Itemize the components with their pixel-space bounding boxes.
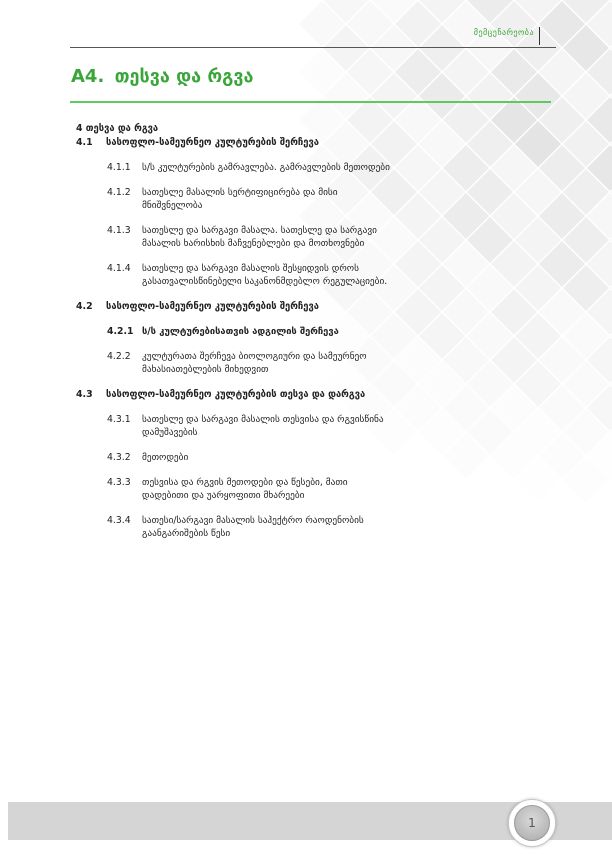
toc-item-text: თესვისა და რგვის მეთოდები და წესები, მათი დადებითი და უარყოფითი მხარეები [142,477,348,501]
chapter-title-underline [70,101,551,103]
header-divider-tick [539,27,540,45]
toc-item-text: სათესლე და სარგავი მასალის თესვისა და რგვისწინა დამუშავების [142,414,384,438]
toc-item-text: სათესლე და სარგავი მასალა. სათესლე და სარგავი მასალის ხარისხის მაჩვენებლები და მოთხოვნები [142,225,377,249]
toc-section-title: სასოფლო-სამეურნეო კულტურების შერჩევა [106,301,319,312]
toc-item [107,224,396,250]
page-number: 1 [514,805,550,841]
toc-item-number: 4.3.1 [107,414,131,425]
toc-item [107,325,396,338]
toc-chapter-line: 4 თესვა და რგვა [76,123,159,134]
toc-item-text: სათესლე და სარგავი მასალის შესყიდვის დროს გასათვალისწინებელი საკანონმდებლო რეგულაციები. [142,263,388,287]
toc-item-number: 4.1.4 [107,263,131,274]
table-of-contents [76,122,396,552]
toc-item-text: კულტურათა შერჩევა ბიოლოგიური და სამეურნეო მახასიათებლების მიხედვით [142,351,367,375]
toc-item [107,413,396,439]
chapter-code: A4. [71,66,105,87]
toc-item-number: 4.2.1 [107,326,134,337]
toc-item-number: 4.3.3 [107,477,131,488]
toc-item-number: 4.3.2 [107,452,131,463]
toc-item-text: სათესი/სარგავი მასალის საჰექტრო რაოდენობის გაანგარიშების წესი [142,515,364,539]
toc-section [76,388,396,401]
toc-item-number: 4.3.4 [107,515,131,526]
chapter-title-text: თესვა და რგვა [114,66,254,87]
toc-section [76,300,396,313]
toc-item [107,350,396,376]
toc-item [107,262,396,288]
toc-item [107,451,396,464]
toc-section-number: 4.2 [76,301,93,312]
toc-item [107,186,396,212]
toc-item-text: ს/ს კულტურების გამრავლება. გამრავლების მეთოდები [142,162,390,173]
toc-item [107,476,396,502]
toc-section-number: 4.3 [76,389,93,400]
toc-section-number: 4.1 [76,137,93,148]
header-rule [70,47,556,48]
toc-item-number: 4.1.1 [107,162,131,173]
chapter-title [71,66,253,87]
toc-item-number: 4.1.3 [107,225,131,236]
page-number-badge [508,799,556,847]
toc-section [76,136,396,149]
toc-item [107,161,396,174]
toc-item-text: სათესლე მასალის სერტიფიცირება და მისი მნიშვნელობა [142,187,338,211]
toc-item [107,514,396,540]
toc-section-title: სასოფლო-სამეურნეო კულტურების შერჩევა [106,137,319,148]
toc-item-number: 4.2.2 [107,351,131,362]
header-subject-label: მემცენარეობა [473,28,534,37]
toc-item-text: მეთოდები [142,452,189,463]
toc-section-title: სასოფლო-სამეურნეო კულტურების თესვა და დარგვა [106,389,366,400]
toc-item-number: 4.1.2 [107,187,131,198]
toc-item-text: ს/ს კულტურებისათვის ადგილის შერჩევა [142,326,339,337]
